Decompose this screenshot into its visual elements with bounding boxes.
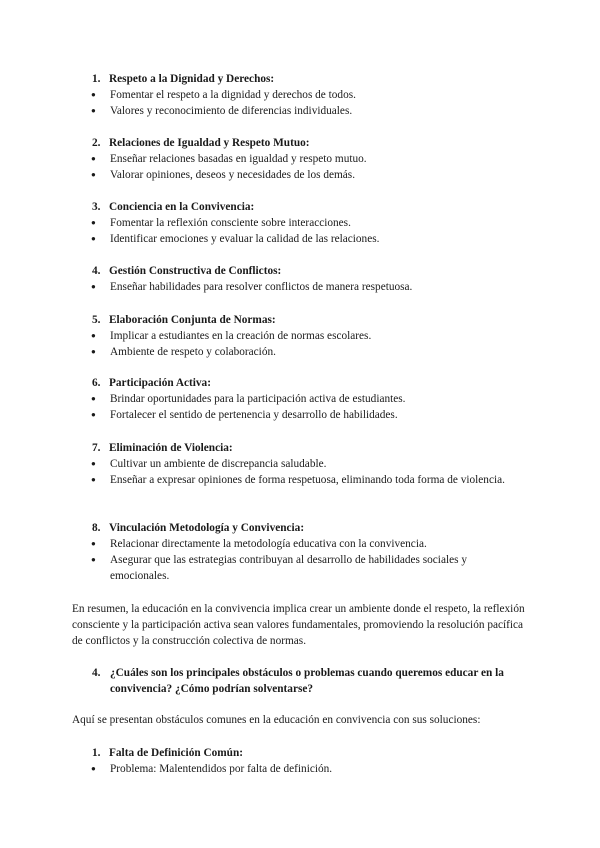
- question-heading: ¿Cuáles son los principales obstáculos o problemas cuando queremos educar en la convivencia? ¿Cómo podrían solventarse?: [110, 667, 504, 695]
- list-item: ● Relacionar directamente la metodología educativa con la convivencia.: [91, 538, 427, 550]
- bullet-list: [91, 215, 511, 247]
- bullet-list: [91, 87, 511, 119]
- bullet-list: [91, 761, 511, 777]
- list-item: ● Enseñar habilidades para resolver conflictos de manera respetuosa.: [91, 281, 413, 293]
- summary-paragraph: En resumen, la educación en la convivencia implica crear un ambiente donde el respeto, la reflexión consciente y la participación activa sean valores fundamentales, promoviendo la resolución pacífica de conflictos y la construcción colectiva de normas.: [72, 603, 525, 647]
- bullet-list: [91, 279, 511, 295]
- bullet-list: [91, 328, 511, 360]
- list-item: ● Cultivar un ambiente de discrepancia saludable.: [91, 458, 327, 470]
- bullet-list: [91, 151, 511, 183]
- list-item: ● Brindar oportunidades para la participación activa de estudiantes.: [91, 393, 406, 405]
- list-item: ● Implicar a estudiantes en la creación de normas escolares.: [91, 330, 372, 342]
- bullet-list: [91, 391, 511, 423]
- question-number: 4.: [92, 667, 101, 679]
- list-item: ● Ambiente de respeto y colaboración.: [91, 346, 276, 358]
- list-item: ● Fortalecer el sentido de pertenencia y desarrollo de habilidades.: [91, 409, 398, 421]
- list-item: ● Fomentar el respeto a la dignidad y derechos de todos.: [91, 89, 356, 101]
- section-heading: 5. Elaboración Conjunta de Normas:: [92, 314, 276, 326]
- bullet-list: [91, 456, 511, 488]
- list-item: ● Valorar opiniones, deseos y necesidades de los demás.: [91, 169, 356, 181]
- bullet-list: [91, 536, 511, 584]
- list-item: ● Asegurar que las estrategias contribuyan al desarrollo de habilidades sociales y emocionales.: [91, 554, 467, 582]
- section-heading: 3. Conciencia en la Convivencia:: [92, 201, 255, 213]
- section-heading: 7. Eliminación de Violencia:: [92, 442, 233, 454]
- list-item: ● Enseñar relaciones basadas en igualdad y respeto mutuo.: [91, 153, 367, 165]
- list-item: ● Problema: Malentendidos por falta de definición.: [91, 763, 333, 775]
- list-item: ● Identificar emociones y evaluar la calidad de las relaciones.: [91, 233, 380, 245]
- section-heading: 8. Vinculación Metodología y Convivencia:: [92, 522, 305, 534]
- section-heading: 6. Participación Activa:: [92, 377, 211, 389]
- section-heading: 1. Respeto a la Dignidad y Derechos:: [92, 73, 275, 85]
- list-item: ● Enseñar a expresar opiniones de forma respetuosa, eliminando toda forma de violencia.: [91, 474, 505, 486]
- obstacle-heading: 1. Falta de Definición Común:: [92, 747, 243, 759]
- list-item: ● Fomentar la reflexión consciente sobre interacciones.: [91, 217, 351, 229]
- section-heading: 2. Relaciones de Igualdad y Respeto Mutuo:: [92, 137, 310, 149]
- intro-paragraph: Aquí se presentan obstáculos comunes en la educación en convivencia con sus soluciones:: [72, 714, 481, 726]
- section-heading: 4. Gestión Constructiva de Conflictos:: [92, 265, 282, 277]
- list-item: ● Valores y reconocimiento de diferencias individuales.: [91, 105, 353, 117]
